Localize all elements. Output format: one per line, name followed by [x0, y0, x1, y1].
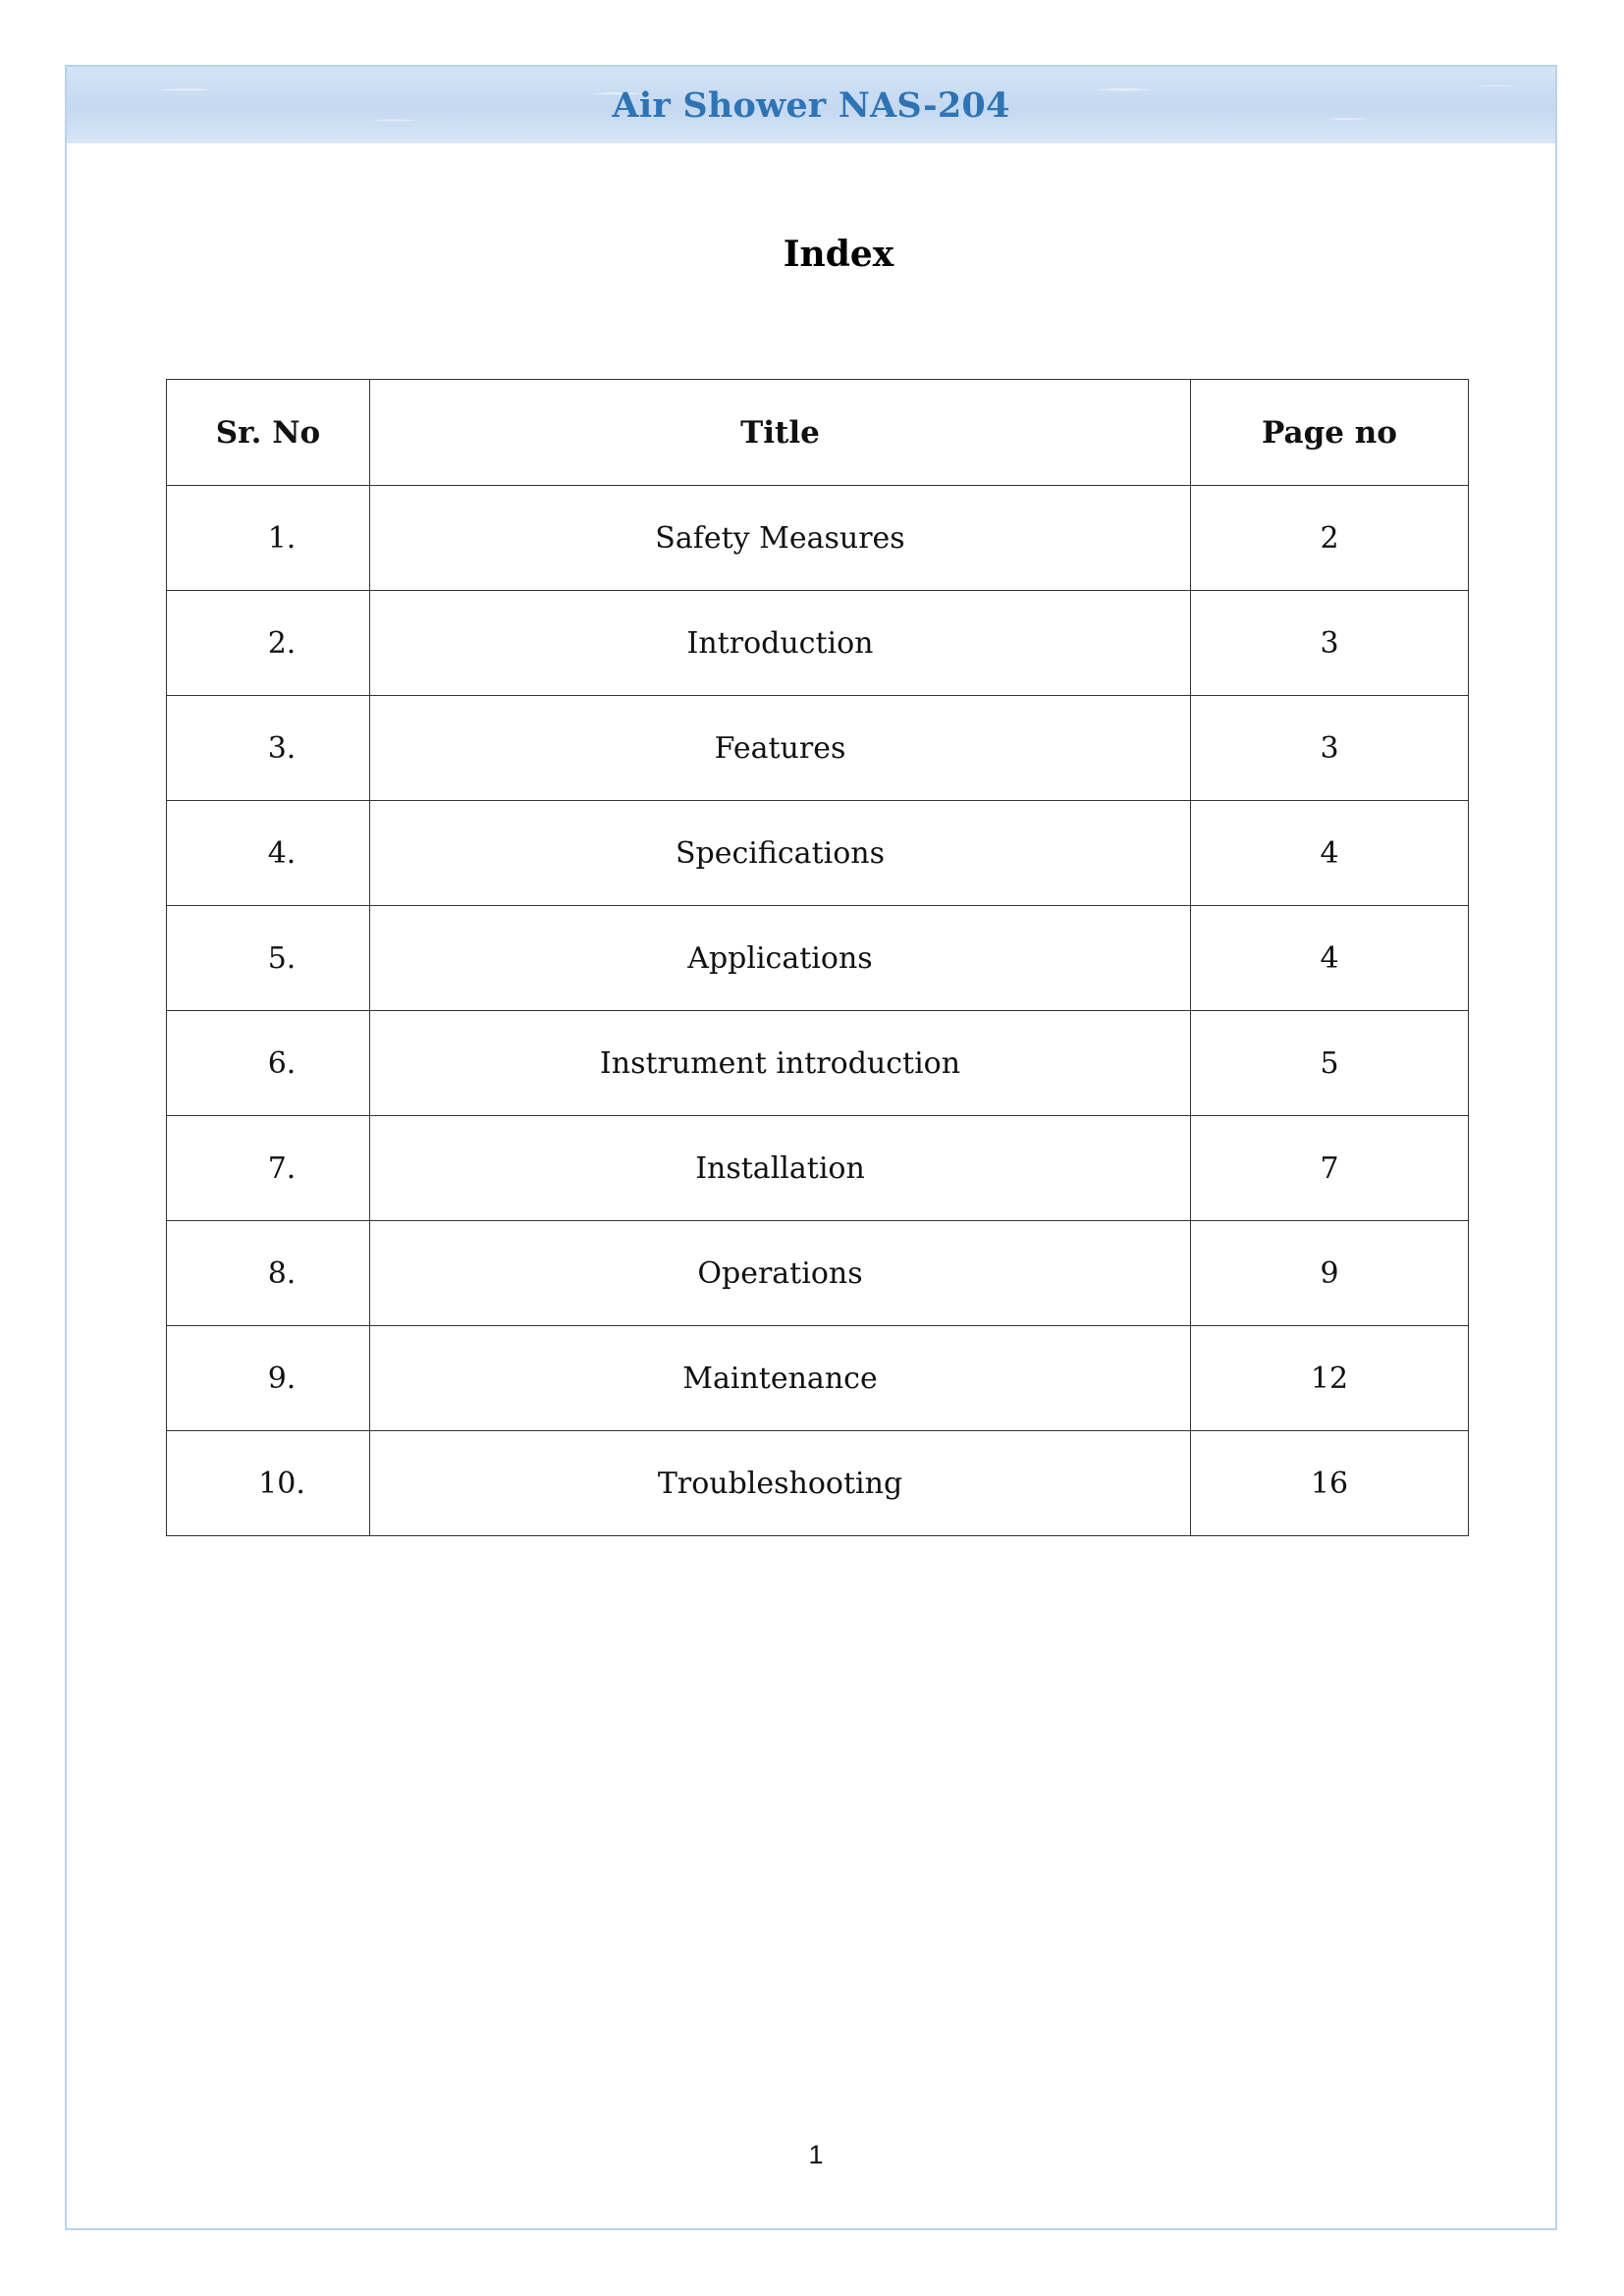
table-row	[167, 1116, 1469, 1221]
sr-no-cell: 5.	[167, 906, 370, 1011]
page-no-cell: 2	[1191, 486, 1469, 591]
column-header-sr-no: Sr. No	[167, 380, 370, 486]
sr-no-cell: 6.	[167, 1011, 370, 1116]
page-no-cell: 3	[1191, 696, 1469, 801]
table-row	[167, 1326, 1469, 1431]
page-no-cell: 12	[1191, 1326, 1469, 1431]
page-no-cell: 9	[1191, 1221, 1469, 1326]
title-cell: Specifications	[370, 801, 1191, 906]
title-cell: Applications	[370, 906, 1191, 1011]
table-row	[167, 1011, 1469, 1116]
page-no-cell: 16	[1191, 1431, 1469, 1536]
sr-no-cell: 4.	[167, 801, 370, 906]
index-table	[166, 379, 1469, 1536]
sr-no-cell: 7.	[167, 1116, 370, 1221]
table-row	[167, 696, 1469, 801]
sr-no-cell: 2.	[167, 591, 370, 696]
title-cell: Instrument introduction	[370, 1011, 1191, 1116]
page-no-cell: 3	[1191, 591, 1469, 696]
page-no-cell: 5	[1191, 1011, 1469, 1116]
title-cell: Troubleshooting	[370, 1431, 1191, 1536]
title-cell: Introduction	[370, 591, 1191, 696]
document-header-title: Air Shower NAS-204	[612, 84, 1010, 126]
page-no-cell: 4	[1191, 906, 1469, 1011]
table-row	[167, 801, 1469, 906]
table-row	[167, 906, 1469, 1011]
table-header-row	[167, 380, 1469, 486]
index-heading: Index	[783, 234, 894, 275]
sr-no-cell: 9.	[167, 1326, 370, 1431]
column-header-title: Title	[370, 380, 1191, 486]
table-row	[167, 486, 1469, 591]
page-no-cell: 7	[1191, 1116, 1469, 1221]
page-number: 1	[808, 2140, 824, 2169]
sr-no-cell: 10.	[167, 1431, 370, 1536]
table-row	[167, 591, 1469, 696]
title-cell: Installation	[370, 1116, 1191, 1221]
table-row	[167, 1431, 1469, 1536]
table-row	[167, 1221, 1469, 1326]
title-cell: Maintenance	[370, 1326, 1191, 1431]
column-header-page-no: Page no	[1191, 380, 1469, 486]
title-cell: Operations	[370, 1221, 1191, 1326]
page-no-cell: 4	[1191, 801, 1469, 906]
title-cell: Features	[370, 696, 1191, 801]
sr-no-cell: 1.	[167, 486, 370, 591]
title-cell: Safety Measures	[370, 486, 1191, 591]
sr-no-cell: 8.	[167, 1221, 370, 1326]
document-header	[67, 67, 1555, 143]
sr-no-cell: 3.	[167, 696, 370, 801]
